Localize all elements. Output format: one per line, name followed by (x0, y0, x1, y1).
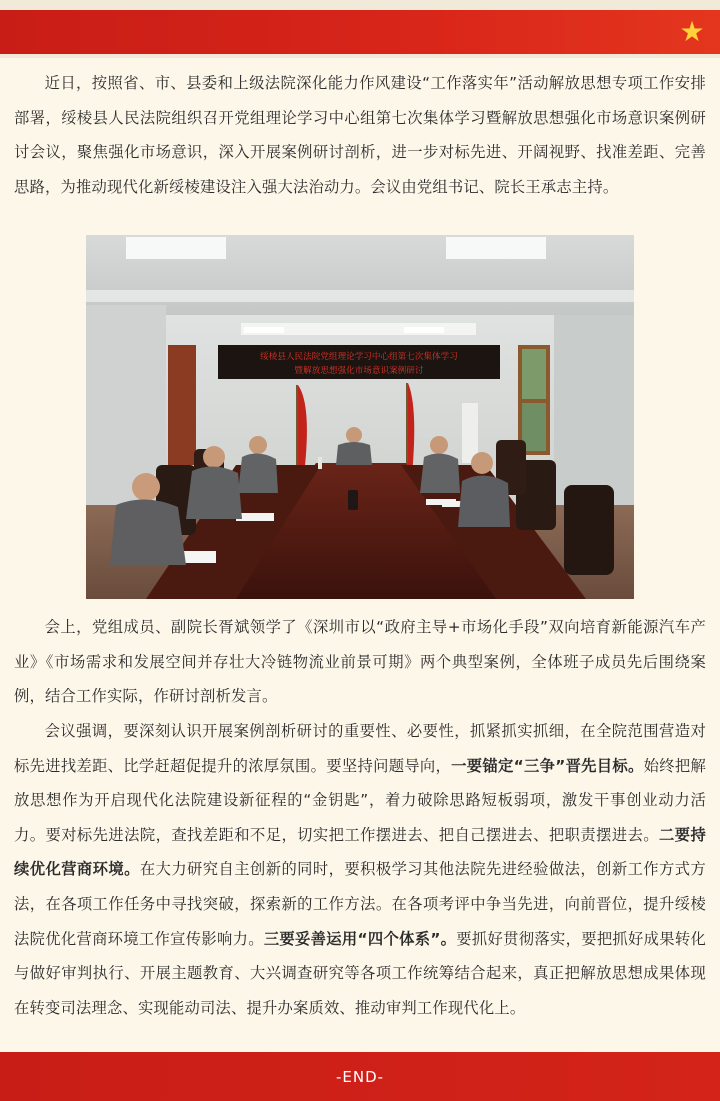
footer-bar (0, 1052, 720, 1101)
banner-line2: 暨解放思想强化市场意识案例研讨 (294, 366, 424, 376)
header-bar (0, 10, 720, 54)
point-one-heading: 一要锚定“三争”晋先目标。 (451, 756, 644, 775)
point-three-text: 要抓好贯彻落实，要把抓好成果转化与做好审判执行、开展主题教育、大兴调查研究等各项工作统筹结合起来，真正把解放思想成果体现在转变司法理念、实现能动司法、提升办案质效、推动审判工作现代化上。 (14, 929, 706, 1017)
case-study-paragraph: 会上，党组成员、副院长胥斌领学了《深圳市以“政府主导+市场化手段”双向培育新能源汽车产业》《市场需求和发展空间并存壮大冷链物流业前景可期》两个典型案例，全体班子成员先后围绕案例，结合工作实际，作研讨剖析发言。 (14, 618, 706, 706)
intro-paragraph: 近日，按照省、市、县委和上级法院深化能力作风建设“工作落实年”活动解放思想专项工作安排部署，绥棱县人民法院组织召开党组理论学习中心组第七次集体学习暨解放思想强化市场意识案例研讨会议，聚焦强化市场意识，深入开展案例研讨剖析，进一步对标先进、开阔视野、找准差距、完善思路，为推动现代化新绥棱建设注入强大法治动力。会议由党组书记、院长王承志主持。 (14, 74, 706, 196)
point-two-text: 在大力研究自主创新的同时，要积极学习其他法院先进经验做法，创新工作方式方法，在各项工作任务中寻找突破，探索新的工作方法。在各项考评中争当先进，向前晋位，提升绥棱法院优化营商环境工作宣传影响力。 (14, 860, 706, 948)
point-one-text: 始终把解放思想作为开启现代化法院建设新征程的“金钥匙”，着力破除思路短板弱项，激发干事创业动力活力。要对标先进法院，查找差距和不足，切实把工作摆进去、把自己摆进去、把职责摆进去。 (14, 756, 706, 844)
emphasis-intro-text: 会议强调，要深刻认识开展案例剖析研讨的重要性、必要性，抓紧抓实抓细，在全院范围营造对标先进找差距、比学赶超促提升的浓厚氛围。要坚持问题导向， (14, 722, 706, 775)
end-label: -END- (335, 1068, 385, 1086)
banner-line1: 绥棱县人民法院党组理论学习中心组第七次集体学习 (260, 352, 458, 362)
point-two-heading: 二要持续优化营商环境。 (14, 825, 706, 879)
meeting-photo-illustration (86, 235, 634, 599)
meeting-emphasis-paragraph (14, 714, 706, 1025)
meeting-photo (86, 235, 634, 599)
point-three-heading: 三要妥善运用“四个体系”。 (263, 929, 457, 948)
star-icon: ★ (679, 15, 705, 48)
